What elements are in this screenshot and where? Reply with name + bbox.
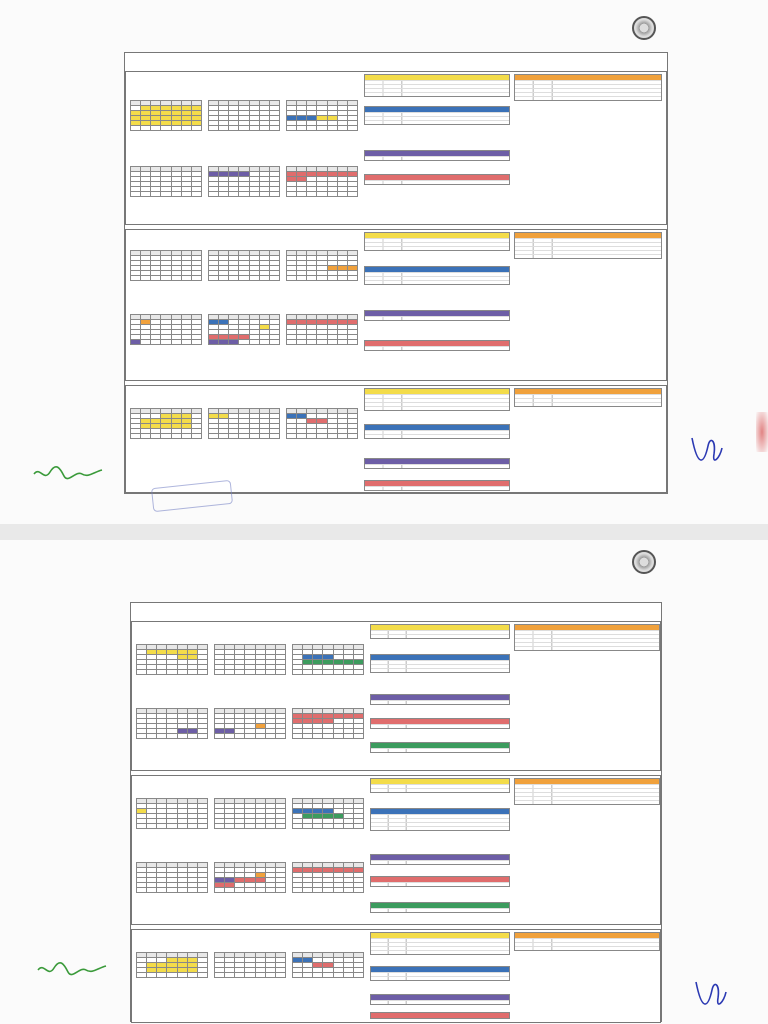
calendar-month — [292, 644, 364, 675]
odd-semester-months — [132, 622, 372, 770]
calendar-month — [136, 644, 208, 675]
key-dates-table — [514, 74, 662, 101]
registrar-signature-icon — [36, 958, 108, 980]
odd-semester-months — [126, 72, 366, 224]
lab-exam-table — [370, 694, 510, 705]
exam-table — [364, 266, 510, 285]
registrar-signature-icon — [32, 462, 104, 484]
exam-table — [364, 424, 510, 439]
calendar-month — [286, 166, 358, 197]
calendar-month — [286, 408, 358, 439]
events-table — [370, 932, 510, 955]
calendar-month — [130, 250, 202, 281]
summer-semester-block — [125, 385, 667, 493]
calendar-month — [208, 166, 280, 197]
kl-logo — [632, 548, 742, 582]
calendar-month — [136, 708, 208, 739]
calendar-month — [136, 798, 208, 829]
summer-semester-events — [364, 388, 664, 490]
calendar-month — [130, 100, 202, 131]
calendar-month — [292, 798, 364, 829]
lab-exam-table — [370, 994, 510, 1005]
lab-exam-table — [364, 150, 510, 161]
end-exam-table — [364, 480, 510, 491]
university-seal-icon — [632, 16, 656, 40]
calendar-month — [214, 952, 286, 978]
lab-exam-table — [364, 310, 510, 321]
summer-semester-block — [131, 929, 661, 1023]
calendar-month — [130, 408, 202, 439]
calendar-month — [208, 250, 280, 281]
summer-semester-events — [370, 932, 658, 1020]
key-dates-table — [514, 778, 660, 805]
key-dates-table — [514, 388, 662, 407]
end-exam-table — [364, 174, 510, 185]
calendar-month — [292, 952, 364, 978]
even-semester-months — [132, 776, 372, 924]
key-dates-table — [514, 932, 660, 951]
events-table — [370, 778, 510, 793]
end-exam-table — [364, 340, 510, 351]
dean-signature-icon — [690, 972, 730, 1016]
calendar-month — [214, 862, 286, 893]
scan-page-2 — [0, 540, 768, 1024]
exam-table — [370, 808, 510, 831]
end-exam-table — [370, 876, 510, 887]
exam-table — [370, 966, 510, 981]
odd-semester-events — [364, 74, 664, 222]
lab-exam-table — [364, 458, 510, 469]
even-semester-events — [370, 778, 658, 922]
calendar-month — [130, 166, 202, 197]
page-separator — [0, 524, 768, 540]
events-table — [364, 74, 510, 97]
odd-semester-events — [370, 624, 658, 768]
even-semester-events — [364, 232, 664, 378]
calendar-month — [292, 862, 364, 893]
academic-calendar-document — [130, 602, 662, 1022]
events-table — [364, 232, 510, 251]
lab-exam-table — [370, 854, 510, 865]
kl-logo — [632, 14, 742, 48]
week-table — [370, 902, 510, 913]
calendar-month — [208, 314, 280, 345]
end-exam-table — [370, 718, 510, 729]
calendar-month — [130, 314, 202, 345]
exam-table — [364, 106, 510, 125]
calendar-month — [136, 862, 208, 893]
calendar-month — [214, 708, 286, 739]
even-semester-block — [125, 229, 667, 381]
calendar-month — [286, 100, 358, 131]
calendar-month — [136, 952, 208, 978]
events-table — [370, 624, 510, 639]
even-semester-months — [126, 230, 366, 380]
exam-table — [370, 654, 510, 673]
events-table — [364, 388, 510, 411]
academic-calendar-document — [124, 52, 668, 494]
calendar-month — [208, 100, 280, 131]
key-dates-table — [514, 232, 662, 259]
odd-semester-block — [131, 621, 661, 771]
calendar-month — [292, 708, 364, 739]
calendar-month — [286, 250, 358, 281]
calendar-month — [208, 408, 280, 439]
summer-semester-months — [132, 930, 372, 1022]
even-semester-block — [131, 775, 661, 925]
key-dates-table — [514, 624, 660, 651]
calendar-month — [214, 644, 286, 675]
university-seal-icon — [632, 550, 656, 574]
calendar-month — [214, 798, 286, 829]
summer-semester-months — [126, 386, 366, 492]
week-table — [370, 742, 510, 753]
red-ink-mark — [756, 412, 768, 452]
odd-semester-block — [125, 71, 667, 225]
calendar-month — [286, 314, 358, 345]
end-exam-table — [370, 1012, 510, 1019]
dean-signature-icon — [686, 428, 726, 472]
